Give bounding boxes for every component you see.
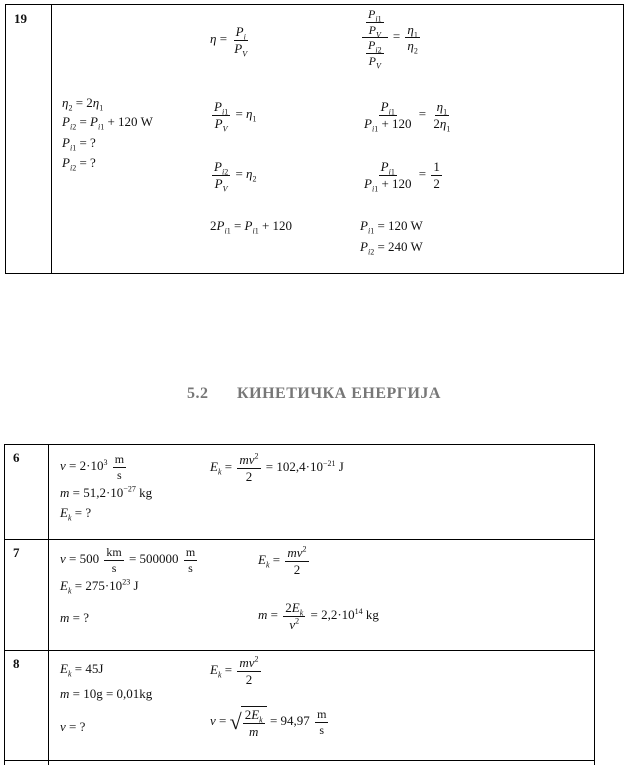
row-separator-1 (4, 539, 595, 540)
unknown-pi1: $P_{i1}$ = ? (62, 135, 96, 153)
p6-unknown: $E_k$ = ? (60, 505, 92, 523)
given-power-relation: $P_{i2} = P_{i1} + 120$ W (62, 114, 153, 132)
given-eta-relation: $\eta_2 = 2\eta_1$ (62, 95, 104, 113)
problem-7-number: 7 (13, 545, 20, 560)
efficiency-ratio: $\frac{\frac{P_{i1}}{P_V}}{\frac{P_{i2}}{P_V}}$ = $\frac{\eta_1}{\eta_2}$ (360, 8, 422, 67)
problem-19-divider (51, 4, 52, 274)
problem-6-number: 6 (13, 450, 20, 465)
p8-result: v = √ $\frac{2E_k}{m}$ = 94,97 $\frac{m}{s}$ (210, 707, 327, 739)
p8-formula: $E_k$ = $\frac{mv^2}{2}$ (210, 654, 259, 687)
efficiency-definition: η = $\frac{P_i}{P_V}$ (210, 24, 248, 59)
problem-8-number: 8 (13, 656, 20, 671)
unknown-pi2: $P_{i2}$ = ? (62, 155, 96, 173)
section-title: КИНЕТИЧКА ЕНЕРГИЈА (237, 385, 441, 402)
p6-velocity: $v = 2\cdot 10^3$ $\frac{m}{s}$ (60, 452, 125, 482)
row-separator-3 (4, 760, 595, 761)
p8-mass: m = 10g = 0,01kg (60, 686, 153, 701)
p7-unknown: m = ? (60, 610, 89, 625)
eq-ratio-half: $\frac{P_{i1}}{P_{i1} + 120}$ = $\frac{1}{2}$ (364, 159, 440, 194)
eq-two-pi1: $2P_{i1} = P_{i1} + 120$ (210, 218, 293, 236)
p6-formula: $E_k$ = $\frac{mv^2}{2}$ = $102,4\cdot 10^{-21}$ J (210, 451, 344, 484)
p7-result: m = $\frac{2E_k}{v^2}$ = $2,2\cdot 10^{14}$ kg (258, 600, 379, 632)
eq-ratio-eta: $\frac{P_{i1}}{P_{i1} + 120}$ = $\frac{\eta_1}{2\eta_1}$ (364, 99, 451, 134)
p7-formula: $E_k$ = $\frac{mv^2}{2}$ (258, 544, 307, 577)
p7-velocity: v = 500 $\frac{km}{s}$ = 500000 $\frac{m}{s}$ (60, 545, 196, 575)
result-pi1: $P_{i1} = 120$ W (360, 218, 423, 236)
kinetic-table-divider (48, 444, 49, 765)
p6-mass: $m = 51,2\cdot 10^{-27}$ kg (60, 484, 153, 500)
p8-unknown: v = ? (60, 719, 86, 734)
section-number: 5.2 (187, 385, 209, 402)
row-separator-2 (4, 650, 595, 651)
eq-pi2-over-pv: $\frac{P_{i2}}{P_V}$ = $\eta_2$ (214, 159, 257, 194)
result-pi2: $P_{i2} = 240$ W (360, 239, 423, 257)
problem-19-box (5, 4, 624, 274)
section-heading (0, 385, 628, 403)
problem-19-number: 19 (14, 11, 27, 26)
p8-energy: $E_k = 45J$ (60, 661, 104, 679)
eq-pi1-over-pv: $\frac{P_{i1}}{P_V}$ = $\eta_1$ (214, 99, 257, 134)
p7-energy: $E_k = 275\cdot 10^{23}$ J (60, 577, 139, 596)
